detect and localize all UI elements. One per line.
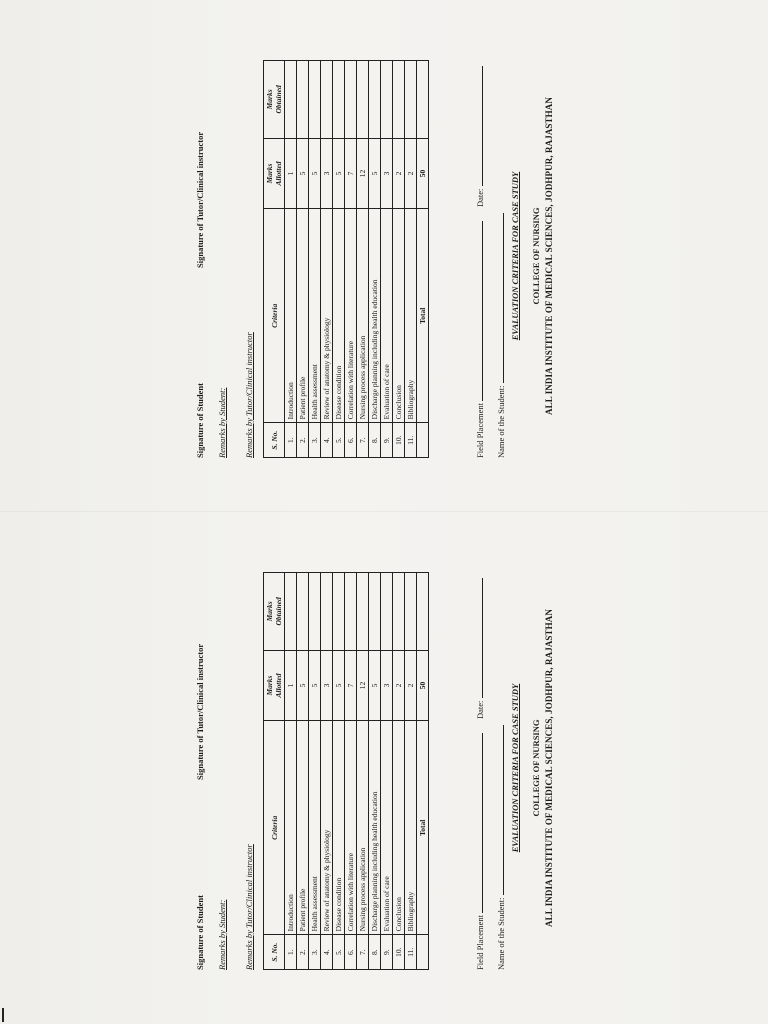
criteria-rows: [285, 61, 417, 458]
table-row: [405, 61, 417, 458]
criteria-header: Criteria: [264, 721, 285, 935]
signature-student-label: Signature of Student: [195, 383, 205, 458]
row-obtained[interactable]: [357, 61, 369, 139]
table-row: [309, 573, 321, 970]
row-number: 6.: [345, 423, 357, 458]
row-allotted: 12: [357, 138, 369, 209]
row-obtained[interactable]: [369, 61, 381, 139]
row-obtained[interactable]: [393, 573, 405, 651]
row-obtained[interactable]: [345, 573, 357, 651]
row-obtained[interactable]: [405, 573, 417, 651]
field-placement-field[interactable]: [473, 221, 486, 458]
college-heading: COLLEGE OF NURSING: [531, 719, 541, 817]
row-number: 3.: [309, 935, 321, 970]
evaluation-form-lower: [192, 512, 576, 1024]
row-allotted: 5: [333, 138, 345, 209]
table-header-row: [264, 573, 285, 970]
row-obtained[interactable]: [333, 61, 345, 139]
table-row: [393, 61, 405, 458]
row-number: 8.: [369, 423, 381, 458]
row-obtained[interactable]: [381, 573, 393, 651]
allotted-header-bottom: Allotted: [274, 161, 283, 186]
row-allotted: 5: [333, 650, 345, 721]
obtained-header-bottom: Obtained: [274, 85, 283, 114]
row-obtained[interactable]: [405, 61, 417, 139]
total-value: 50: [417, 138, 429, 209]
row-allotted: 3: [321, 650, 333, 721]
row-number: 9.: [381, 935, 393, 970]
total-value: 50: [417, 650, 429, 721]
table-row: [321, 61, 333, 458]
row-number: 4.: [321, 423, 333, 458]
student-name-field[interactable]: [494, 725, 507, 970]
table-row: [285, 61, 297, 458]
row-allotted: 3: [321, 138, 333, 209]
field-placement-blank[interactable]: [473, 221, 483, 401]
row-allotted: 5: [309, 650, 321, 721]
field-placement-blank[interactable]: [473, 733, 483, 913]
row-allotted: 2: [393, 138, 405, 209]
table-row: [321, 573, 333, 970]
sno-header: S. No.: [264, 423, 285, 458]
total-empty-cell: [417, 935, 429, 970]
row-criteria: Review of anatomy & physiology: [321, 721, 333, 935]
row-criteria: Nursing process application: [357, 721, 369, 935]
row-allotted: 5: [297, 138, 309, 209]
row-criteria: Review of anatomy & physiology: [321, 209, 333, 423]
row-allotted: 1: [285, 138, 297, 209]
row-obtained[interactable]: [297, 573, 309, 651]
signature-student-label: Signature of Student: [195, 895, 205, 970]
row-allotted: 5: [369, 650, 381, 721]
scan-mark: [2, 1008, 4, 1022]
row-criteria: Discharge planning including health education: [369, 721, 381, 935]
table-row: [297, 573, 309, 970]
student-name-blank[interactable]: [494, 213, 504, 383]
row-criteria: Disease condition: [333, 209, 345, 423]
row-criteria: Evaluation of care: [381, 209, 393, 423]
table-row: [369, 573, 381, 970]
student-name-label: Name of the Student:: [496, 897, 506, 970]
total-obtained-cell[interactable]: [417, 573, 429, 651]
remarks-student-label: Remarks by Student:: [217, 899, 227, 970]
row-obtained[interactable]: [297, 61, 309, 139]
date-field[interactable]: [473, 578, 486, 719]
total-obtained-cell[interactable]: [417, 61, 429, 139]
row-obtained[interactable]: [285, 573, 297, 651]
row-number: 7.: [357, 423, 369, 458]
row-criteria: Discharge planning including health education: [369, 209, 381, 423]
row-number: 9.: [381, 423, 393, 458]
institute-heading: ALL INDIA INSTITUTE OF MEDICAL SCIENCES, JODHPUR, RAJASTHAN: [544, 609, 554, 927]
criteria-table: [263, 572, 429, 970]
table-row: [405, 573, 417, 970]
table-row: [345, 573, 357, 970]
date-label: Date:: [475, 700, 485, 719]
row-obtained[interactable]: [357, 573, 369, 651]
row-criteria: Nursing process application: [357, 209, 369, 423]
row-number: 11.: [405, 423, 417, 458]
table-row: [381, 61, 393, 458]
row-number: 7.: [357, 935, 369, 970]
table-row: [309, 61, 321, 458]
table-row: [345, 61, 357, 458]
row-criteria: Correlation with literature: [345, 209, 357, 423]
row-number: 10.: [393, 935, 405, 970]
row-number: 1.: [285, 423, 297, 458]
date-blank[interactable]: [473, 66, 483, 186]
row-number: 6.: [345, 935, 357, 970]
date-blank[interactable]: [473, 578, 483, 698]
criteria-table: [263, 60, 429, 458]
institute-heading: ALL INDIA INSTITUTE OF MEDICAL SCIENCES, JODHPUR, RAJASTHAN: [544, 97, 554, 415]
criteria-rows: [285, 573, 417, 970]
table-row: [369, 61, 381, 458]
signature-tutor-label: Signature of Tutor/Clinical instructor: [195, 643, 205, 780]
row-number: 5.: [333, 935, 345, 970]
row-allotted: 2: [405, 138, 417, 209]
row-allotted: 3: [381, 138, 393, 209]
student-name-blank[interactable]: [494, 725, 504, 895]
row-allotted: 5: [309, 138, 321, 209]
row-allotted: 5: [369, 138, 381, 209]
total-empty-cell: [417, 423, 429, 458]
row-obtained[interactable]: [393, 61, 405, 139]
date-field[interactable]: [473, 66, 486, 207]
table-row: [393, 573, 405, 970]
row-obtained[interactable]: [345, 61, 357, 139]
row-number: 4.: [321, 935, 333, 970]
student-name-label: Name of the Student:: [496, 385, 506, 458]
total-row: [417, 573, 429, 970]
table-row: [297, 61, 309, 458]
field-placement-field[interactable]: [473, 733, 486, 970]
row-obtained[interactable]: [321, 573, 333, 651]
allotted-header-top: Marks: [265, 675, 274, 696]
row-allotted: 1: [285, 650, 297, 721]
row-criteria: Conclusion: [393, 209, 405, 423]
form-title: EVALUATION CRITERIA FOR CASE STUDY: [510, 171, 520, 341]
form-title: EVALUATION CRITERIA FOR CASE STUDY: [510, 683, 520, 853]
date-label: Date:: [475, 188, 485, 207]
row-allotted: 2: [405, 650, 417, 721]
allotted-header-top: Marks: [265, 163, 274, 184]
row-obtained[interactable]: [369, 573, 381, 651]
allotted-header: [264, 650, 285, 721]
row-criteria: Bibliography: [405, 721, 417, 935]
row-obtained[interactable]: [285, 61, 297, 139]
obtained-header-bottom: Obtained: [274, 597, 283, 626]
row-allotted: 7: [345, 138, 357, 209]
row-criteria: Evaluation of care: [381, 721, 393, 935]
allotted-header: [264, 138, 285, 209]
table-row: [333, 573, 345, 970]
total-label: Total: [417, 209, 429, 423]
total-row: [417, 61, 429, 458]
table-row: [357, 61, 369, 458]
evaluation-form-upper: [192, 0, 576, 512]
obtained-header: [264, 573, 285, 651]
table-row: [333, 61, 345, 458]
remarks-tutor-label: Remarks by Tutor/Clinical instructor: [244, 332, 254, 458]
obtained-header: [264, 61, 285, 139]
row-allotted: 3: [381, 650, 393, 721]
row-criteria: Health assessment: [309, 721, 321, 935]
row-obtained[interactable]: [309, 61, 321, 139]
total-label: Total: [417, 721, 429, 935]
row-criteria: Correlation with literature: [345, 721, 357, 935]
row-number: 3.: [309, 423, 321, 458]
table-row: [381, 573, 393, 970]
row-allotted: 7: [345, 650, 357, 721]
row-number: 10.: [393, 423, 405, 458]
row-allotted: 5: [297, 650, 309, 721]
allotted-header-bottom: Allotted: [274, 673, 283, 698]
row-criteria: Patient profile: [297, 721, 309, 935]
table-header-row: [264, 61, 285, 458]
row-obtained[interactable]: [333, 573, 345, 651]
remarks-tutor-label: Remarks by Tutor/Clinical instructor: [244, 844, 254, 970]
row-criteria: Disease condition: [333, 721, 345, 935]
row-number: 5.: [333, 423, 345, 458]
row-number: 2.: [297, 423, 309, 458]
row-number: 2.: [297, 935, 309, 970]
row-criteria: Bibliography: [405, 209, 417, 423]
row-obtained[interactable]: [381, 61, 393, 139]
criteria-header: Criteria: [264, 209, 285, 423]
row-obtained[interactable]: [321, 61, 333, 139]
row-allotted: 12: [357, 650, 369, 721]
signature-tutor-label: Signature of Tutor/Clinical instructor: [195, 131, 205, 268]
row-number: 8.: [369, 935, 381, 970]
row-number: 11.: [405, 935, 417, 970]
row-criteria: Patient profile: [297, 209, 309, 423]
sno-header: S. No.: [264, 935, 285, 970]
field-placement-label: Field Placement: [475, 914, 485, 970]
row-criteria: Introduction: [285, 721, 297, 935]
college-heading: COLLEGE OF NURSING: [531, 207, 541, 305]
field-placement-label: Field Placement: [475, 402, 485, 458]
table-row: [357, 573, 369, 970]
remarks-student-label: Remarks by Student:: [217, 387, 227, 458]
obtained-header-top: Marks: [265, 89, 274, 110]
row-allotted: 2: [393, 650, 405, 721]
row-number: 1.: [285, 935, 297, 970]
row-obtained[interactable]: [309, 573, 321, 651]
table-row: [285, 573, 297, 970]
obtained-header-top: Marks: [265, 601, 274, 622]
row-criteria: Conclusion: [393, 721, 405, 935]
student-name-field[interactable]: [494, 213, 507, 458]
row-criteria: Introduction: [285, 209, 297, 423]
row-criteria: Health assessment: [309, 209, 321, 423]
